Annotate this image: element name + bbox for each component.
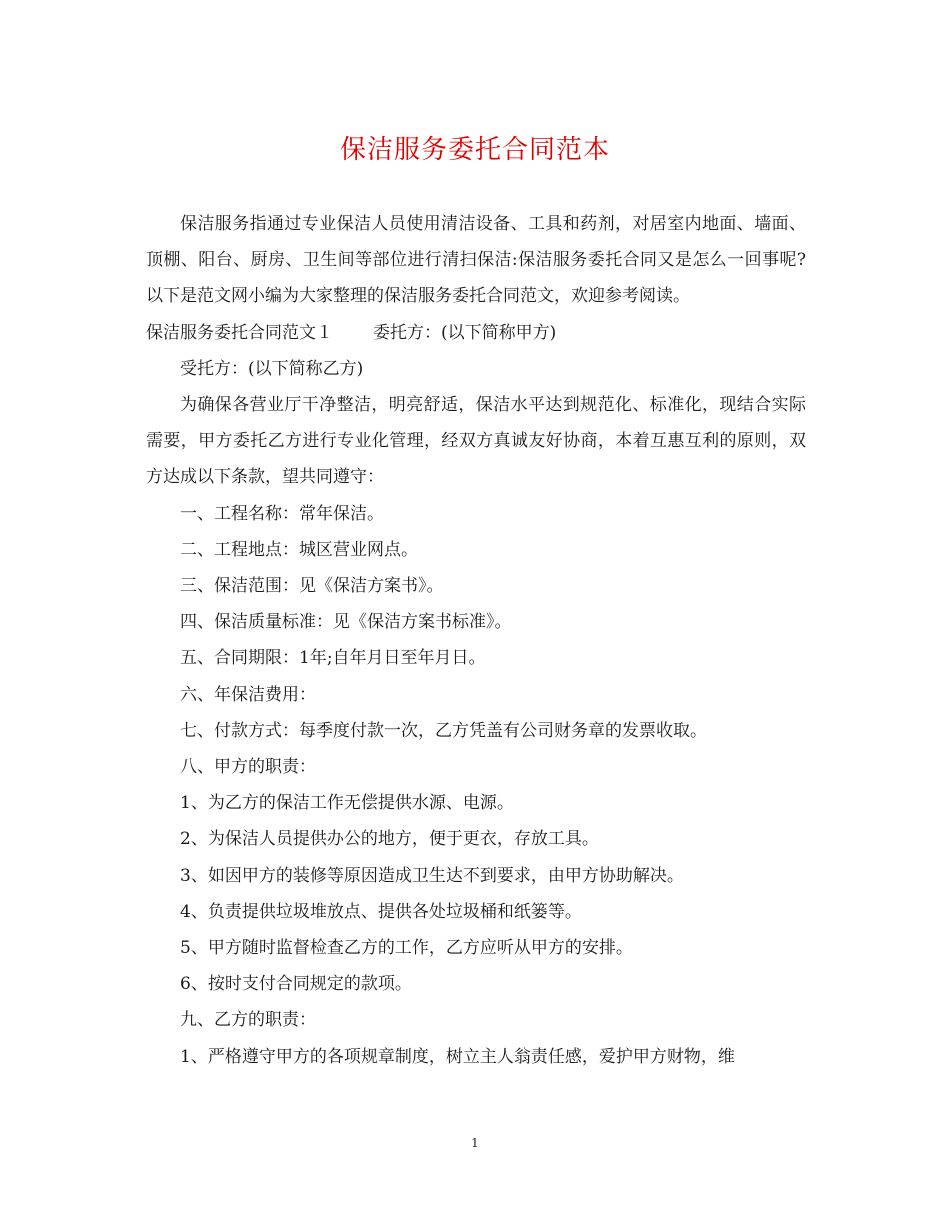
- clause-line: 1、为乙方的保洁工作无偿提供水源、电源。: [180, 793, 514, 814]
- preamble-paragraph: 为确保各营业厅干净整洁，明亮舒适，保洁水平达到规范化、标准化，现结合实际需要，甲方委托乙方进行专业化管理，经双方真诚友好协商，本着互惠互利的原则，双方达成以下条款，望共同遵守：: [146, 395, 806, 488]
- contractor-line: 受托方：(以下简称乙方): [180, 358, 364, 379]
- clause-line: 6、按时支付合同规定的款项。: [180, 974, 412, 995]
- clause-line: 八、甲方的职责：: [180, 757, 316, 778]
- clause-line: 1、严格遵守甲方的各项规章制度，树立主人翁责任感，爱护甲方财物，维: [180, 1046, 735, 1067]
- clause-line: 五、合同期限：1年;自年月日至年月日。: [180, 648, 486, 669]
- sample-heading: 保洁服务委托合同范文１: [146, 322, 333, 343]
- clause-line: 2、为保洁人员提供办公的地方，便于更衣，存放工具。: [180, 829, 599, 850]
- clause-line: 六、年保洁费用：: [180, 684, 316, 705]
- clause-line: 九、乙方的职责：: [180, 1010, 316, 1031]
- document-body: [146, 206, 806, 1075]
- client-line: 委托方：(以下简称甲方): [373, 322, 557, 343]
- clause-line: 5、甲方随时监督检查乙方的工作，乙方应听从甲方的安排。: [180, 938, 633, 959]
- sample-heading-line: [146, 315, 806, 351]
- clause-line: 3、如因甲方的装修等原因造成卫生达不到要求，由甲方协助解决。: [180, 865, 684, 886]
- clause-line: 一、工程名称：常年保洁。: [180, 503, 384, 524]
- intro-paragraph: 保洁服务指通过专业保洁人员使用清洁设备、工具和药剂，对居室内地面、墙面、顶棚、阳台、厨房、卫生间等部位进行清扫保洁:保洁服务委托合同又是怎么一回事呢?以下是范文网小编为大家整理的保洁服务委托合同范文，欢迎参考阅读。: [146, 214, 806, 307]
- page-number: 1: [471, 1136, 479, 1150]
- clause-line: 三、保洁范围：见《保洁方案书》。: [180, 576, 444, 597]
- clause-line: 七、付款方式：每季度付款一次，乙方凭盖有公司财务章的发票收取。: [180, 720, 707, 741]
- clause-line: 二、工程地点：城区营业网点。: [180, 539, 418, 560]
- clause-line: 四、保洁质量标准：见《保洁方案书标准》。: [180, 612, 512, 633]
- document-title: 保洁服务委托合同范本: [339, 135, 610, 165]
- clause-line: 4、负责提供垃圾堆放点、提供各处垃圾桶和纸篓等。: [180, 901, 582, 922]
